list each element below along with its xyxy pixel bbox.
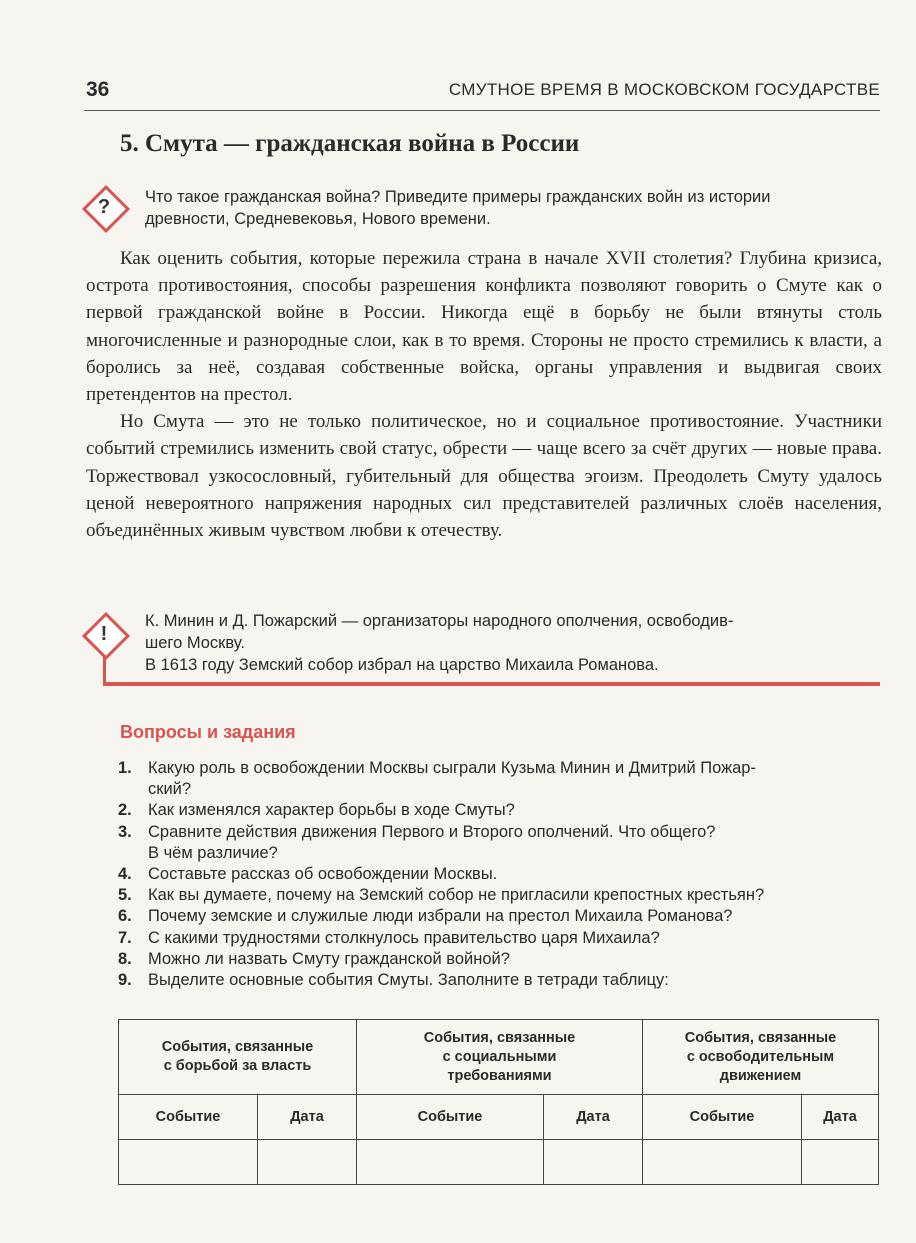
intro-question-line: древности, Средневековья, Нового времени. xyxy=(145,210,491,228)
table-col-event: Событие xyxy=(357,1095,544,1140)
table-group-header: События, связанные с освободительным движением xyxy=(643,1020,879,1095)
exclamation-diamond-icon: ! xyxy=(82,612,126,656)
table-col-event: Событие xyxy=(119,1095,258,1140)
key-facts-rule xyxy=(103,682,880,686)
question-diamond-icon: ? xyxy=(82,185,126,229)
paragraph: Но Смута — это не только политическое, но и социальное противостояние. Участники событий стремились изменить свой статус, обрести — чаще всего за счёт других — новые права. Торжествовал узкосословный, губительный для общества эгоизм. Преодолеть Смуту удалось ценой невероятного напряжения народных сил представителей различных слоёв населения, объединённых живым чувством любви к отечеству. xyxy=(86,411,882,542)
table-group-header: События, связанные с борьбой за власть xyxy=(119,1020,357,1095)
table-cell xyxy=(258,1140,357,1185)
list-item: 8. Можно ли назвать Смуту гражданской войной? xyxy=(118,949,510,968)
key-facts-bracket xyxy=(103,656,106,683)
body-text xyxy=(86,245,882,544)
table-cell xyxy=(119,1140,258,1185)
table-cell xyxy=(544,1140,643,1185)
page-number: 36 xyxy=(86,78,110,101)
table-col-date: Дата xyxy=(544,1095,643,1140)
list-item: 1. Какую роль в освобождении Москвы сыграли Кузьма Минин и Дмитрий Пожар- ский? xyxy=(118,759,756,799)
table-cell xyxy=(802,1140,879,1185)
list-item: 5. Как вы думаете, почему на Земский собор не пригласили крепостных крестьян? xyxy=(118,886,765,905)
intro-question xyxy=(145,186,885,230)
questions-heading: Вопросы и задания xyxy=(120,722,296,742)
list-item: 9. Выделите основные события Смуты. Заполните в тетради таблицу: xyxy=(118,971,669,990)
list-item: 4. Составьте рассказ об освобождении Москвы. xyxy=(118,865,498,884)
paragraph: Как оценить события, которые пережила страна в начале XVII столетия? Глубина кризиса, острота противостояния, способы разрешения конфликта позволяют говорить о Смуте как о первой гражданской войне в России. Никогда ещё в борьбу не были втянуты столь многочисленные и разнородные слои, как в то время. Стороны не просто стремились к власти, а боролись за неё, создавая собственные войска, органы управления и выдвигая своих претендентов на престол. xyxy=(86,248,882,406)
table-group-header: События, связанные с социальными требованиями xyxy=(357,1020,643,1095)
section-title: 5. Смута — гражданская война в России xyxy=(120,130,580,157)
list-item: 2. Как изменялся характер борьбы в ходе Смуты? xyxy=(118,801,515,820)
intro-question-line: Что такое гражданская война? Приведите примеры гражданских войн из истории xyxy=(145,188,771,206)
task-list xyxy=(118,758,883,991)
table-col-date: Дата xyxy=(802,1095,879,1140)
list-item: 3. Сравните действия движения Первого и Второго ополчений. Что общего? В чём различие? xyxy=(118,822,716,862)
key-facts xyxy=(145,610,885,676)
running-head: СМУТНОЕ ВРЕМЯ В МОСКОВСКОМ ГОСУДАРСТВЕ xyxy=(448,80,880,99)
table-col-event: Событие xyxy=(643,1095,802,1140)
events-table xyxy=(118,1019,879,1185)
table-cell xyxy=(357,1140,544,1185)
header-divider xyxy=(84,110,880,111)
list-item: 7. С какими трудностями столкнулось правительство царя Михаила? xyxy=(118,928,660,947)
list-item: 6. Почему земские и служилые люди избрали на престол Михаила Романова? xyxy=(118,907,733,926)
table-cell xyxy=(643,1140,802,1185)
table-col-date: Дата xyxy=(258,1095,357,1140)
key-fact-line: В 1613 году Земский собор избрал на царство Михаила Романова. xyxy=(145,656,659,674)
key-fact-line: К. Минин и Д. Пожарский — организаторы народного ополчения, освободив- xyxy=(145,612,734,630)
key-fact-line: шего Москву. xyxy=(145,634,245,652)
